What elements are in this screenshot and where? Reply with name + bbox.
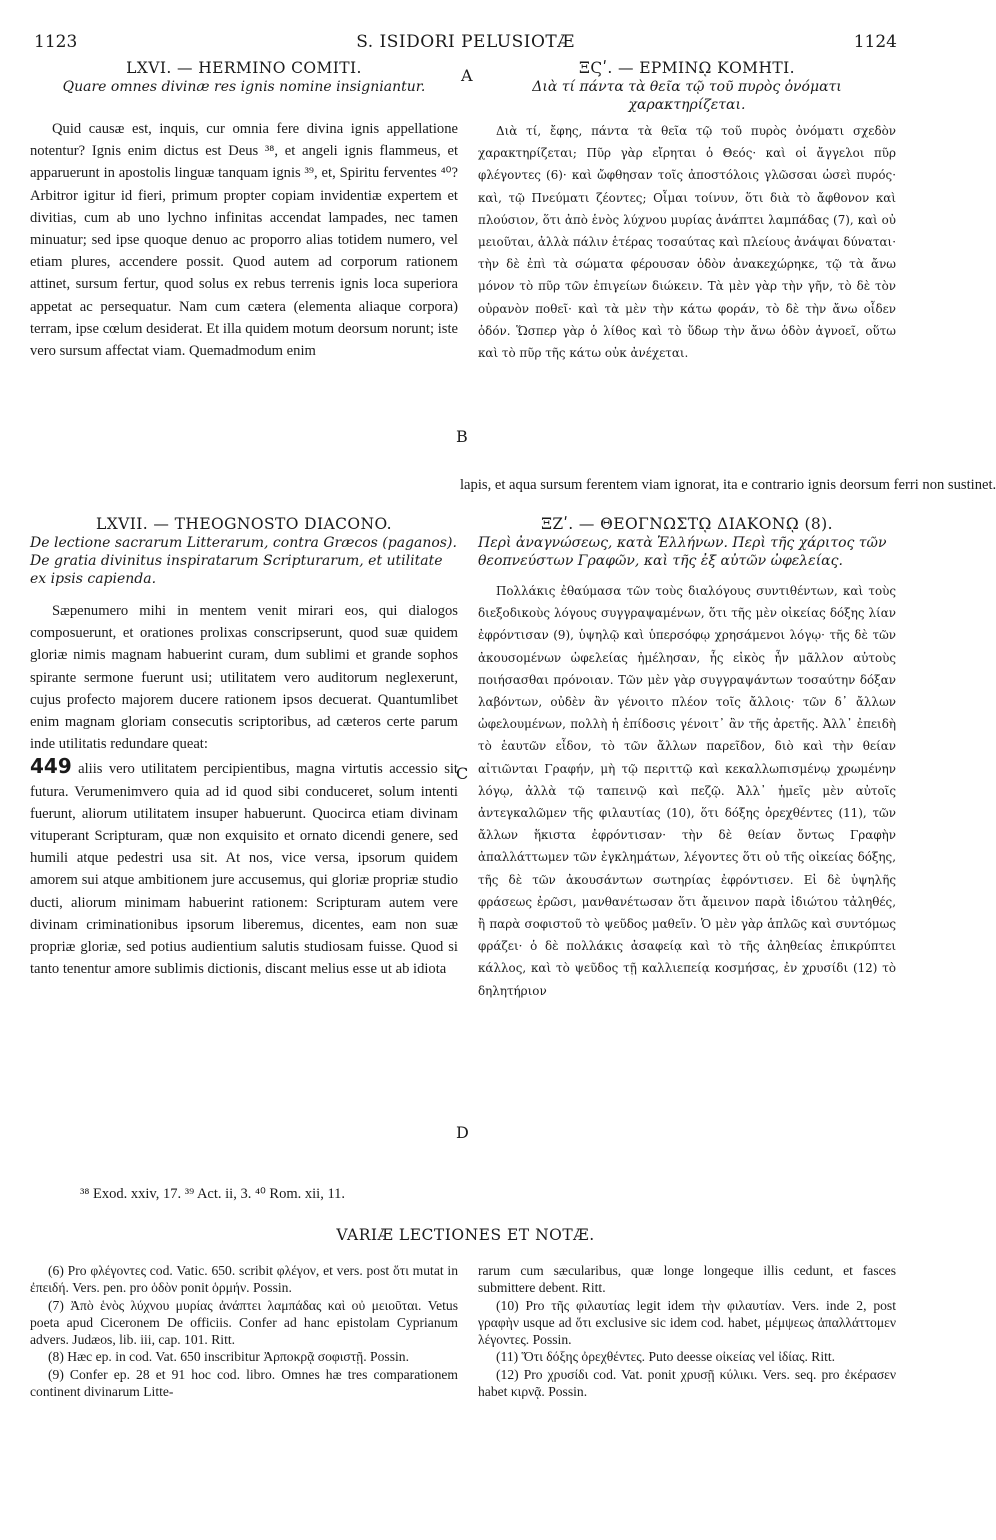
page-number-right: 1124 [853, 32, 897, 52]
letter-67-latin [30, 514, 458, 1175]
notes-column-right [478, 1262, 896, 1400]
letter-67-greek-subtitle: Περὶ ἀναγνώσεως, κατὰ Ἑλλήνων. Περὶ τῆς χάριτος τῶν θεοπνεύστων Γραφῶν, καὶ τῆς ἐξ αὐτῶν ὠφελείας. [478, 535, 887, 569]
letter-66-latin-body: Quid causæ est, inquis, cur omnia fere divina ignis appellatione notentur? Ignis enim dictus est Deus ³⁸, et angeli ignis flammeus, et apparuerunt in apostolis linguæ tanquam ignis ³⁹, et, Spiritu ferventes ⁴⁰? Arbitror igitur id fieri, primum propter copiam invidentiæ expertem et divitias, cum ab uno lychno infinitas accendat lampades, nec tamen minuatur; sed ipse quoque denuo ac proporro alias totidem numero, vel etiam plures, accendere possit. Quod autem ad corporum rationem attinet, sursum fertur, quod solus ex rebus terrenis ignis loca superiora appetat ac persequatur. Nam cum cætera (elementa aliaque corpora) terram, ipse cœlum desiderat. Et illa quidem motum deorsum norunt; iste vero sursum affectat viam. Quemadmodum enim [30, 121, 458, 360]
letter-66-greek-body: Διὰ τί, ἔφης, πάντα τὰ θεῖα τῷ τοῦ πυρὸς ὀνόματι σχεδὸν χαρακτηρίζεται; Πῦρ γὰρ εἴρηται ὁ Θεός· καὶ οἱ ἄγγελοι πῦρ φλέγοντες (6)· καὶ ὤφθησαν τοῖς ἀποστόλοις γλῶσσαι ὡσεὶ πυρός· καὶ, τῷ Πνεύματι ζέοντες; Οἶμαι τοίνυν, ὅτι διὰ τὸ ἄφθονον καὶ πλούσιον, ὅτι ἀπὸ ἑνὸς λύχνου μυρίας ἀνάπτει λαμπάδας (7), καὶ οὐ μειοῦται, ἀλλὰ πάλιν ἑτέρας τοσαύτας καὶ πλείους ἀνάψαι δύναται· τὴν δὲ ἐπὶ τὰ σώματα φέρουσαν ὁδὸν ἀνακεχώρηκε, τῷ τὰ ἄνω μόνον τὸ πῦρ τῶν ἐπιγείων διώκειν. Τὰ μὲν γὰρ τὴν γῆν, τὸ δὲ τὸν οὐρανὸν ποθεῖ· καὶ τὰ μὲν τὴν κάτω φοράν, τὸ δὲ τὴν ἄνω οἶδεν ὁδόν. Ὥσπερ γὰρ ὁ λίθος καὶ τὸ ὕδωρ τὴν ἄνω ὁδὸν ἀγνοεῖ, οὕτω καὶ τὸ πῦρ τῆς κάτω οὐκ ἀνέχεται. [478, 124, 896, 361]
running-header [34, 32, 897, 58]
letter-66-latin-subtitle: Quare omnes divinæ res ignis nomine insigniantur. [62, 79, 426, 95]
running-title: S. ISIDORI PELUSIOTÆ [356, 32, 575, 52]
note-10: (10) Pro τῆς φιλαυτίας legit idem τὴν φιλαυτίαν. Vers. inde 2, post γραφὴν usque ad ὅτι exclusive sic idem cod. habet, μέμψεως ἀπαλλάττομεν λέγοντες. Possin. [478, 1297, 896, 1348]
letter-66-greek-title: ΞϚʹ. — ΕΡΜΙΝῼ ΚΟΜΗΤΙ. [579, 59, 795, 77]
margin-letter-b: B [456, 427, 468, 446]
notes-column-left [30, 1262, 458, 1400]
letter-67-greek-title: ΞΖʹ. — ΘΕΟΓΝΩΣΤῼ ΔΙΑΚΟΝῼ (8). [541, 515, 833, 533]
note-9-continued: rarum cum sæcularibus, quæ longe longeque illis cedunt, et fasces submittere debent. Ritt. [478, 1263, 896, 1296]
letter-66-greek [478, 58, 896, 454]
page-number-left: 1123 [34, 32, 78, 52]
letter-67-latin-title: LXVII. — THEOGNOSTO DIACONO. [96, 515, 392, 533]
note-7: (7) Ἀπὸ ἑνὸς λύχνου μυρίας ἀνάπτει λαμπάδας καὶ οὐ μειοῦται. Vetus poeta apud Ciceronem De officiis. Confer ad hanc epistolam Cyprianum advers. Judæos, lib. iii, cap. 101. Ritt. [30, 1297, 458, 1348]
letter-67-latin-body-b: aliis vero utilitatem percipientibus, magna virtutis accessio sit futura. Verumenimvero quia ad id quod sibi conduceret, solum intenti fuerunt, aliorum utilitatem insuper habuerunt. Quocirca etiam divinam vituperant Scripturam, quæ non exquisito et ornato dicendi genere, sed humili atque pedestri usa sit. At nos, vice versa, ipsorum quidem amorem sui atque ambitionem jure accusemus, qui gloriæ propriæ studio ducti, aliorum minimam habuerint rationem: Scripturam autem vere divinam criminationibus ipsorum liberemus, dicentes, eam non suæ propriæ gloriæ, sed potius audientium salutis studiosam fuisse. Quod si tanto tenentur amore sublimis dictionis, discant melius esse ut ab idiota [30, 761, 458, 978]
letter-67-latin-body-a: Sæpenumero mihi in mentem venit mirari eos, qui dialogos composuerunt, et orationes prolixas conscripserunt, quod suæ quidem gloriæ nimis magnam habuerint curam, dum sublimi et grande sophos spirante sermone fuerunt usi; utilitatem vero auditorum neglexerunt, cujus profecto majorem ducere rationem ipsos decuerat. Quantumlibet enim magnam gloriam consecutis scriptoribus, ad cæteros certe parum inde utilitatis redundare queat: [30, 603, 458, 753]
scripture-citations: ³⁸ Exod. xxiv, 17. ³⁹ Act. ii, 3. ⁴⁰ Rom. xii, 11. [80, 1186, 346, 1202]
letter-66-greek-subtitle: Διὰ τί πάντα τὰ θεῖα τῷ τοῦ πυρὸς ὀνόματι χαρακτηρίζεται. [532, 79, 842, 113]
note-12: (12) Pro χρυσίδι cod. Vat. ponit χρυσῇ κύλικι. Vers. seq. pro ἐκέρασεν habet κιρνᾷ. Possin. [478, 1366, 896, 1400]
note-6: (6) Pro φλέγοντες cod. Vatic. 650. scribit φλέγον, et vers. post ὅτι mutat in ἐπειδή. Vers. pen. pro ὁδὸν ponit ὁρμήν. Possin. [30, 1263, 458, 1296]
letter-66-latin [30, 58, 458, 492]
margin-letter-a: A [461, 66, 473, 85]
letter-66-latin-title: LXVI. — HERMINO COMITI. [126, 59, 362, 77]
letter-67-greek [478, 514, 896, 1140]
letter-67-latin-body-b-wrap [30, 755, 458, 1175]
latin-66-continuation-left [30, 474, 458, 498]
margin-letter-c: C [456, 764, 469, 783]
note-9: (9) Confer ep. 28 et 91 hoc cod. libro. Omnes hæ tres comparationem continent divinarum Litte- [30, 1366, 458, 1400]
column-marker-449: 449 [30, 754, 72, 779]
note-11: (11) Ὅτι δόξης ὀρεχθέντες. Puto deesse οἰκείας vel ἰδίας. Ritt. [496, 1349, 836, 1365]
margin-letter-d: D [456, 1123, 469, 1142]
notes-heading: VARIÆ LECTIONES ET NOTÆ. [336, 1226, 595, 1244]
note-8: (8) Hæc ep. in cod. Vat. 650 inscribitur Ἀρποκρᾷ σοφιστῇ. Possin. [48, 1349, 409, 1365]
letter-67-latin-subtitle: De lectione sacrarum Litterarum, contra Græcos (paganos). De gratia divinitus inspiratarum Scripturarum, et utilitate ex ipsis capienda. [30, 535, 457, 587]
letter-66-latin-continuation: lapis, et aqua sursum ferentem viam ignorat, ita e contrario ignis deorsum ferri non sustinet. [460, 477, 996, 493]
letter-67-greek-body: Πολλάκις ἐθαύμασα τῶν τοὺς διαλόγους συντιθέντων, καὶ τοὺς διεξοδικοὺς λόγους συγγραψαμένων, ὅτι τῆς μὲν οἰκείας δόξης λίαν ἐφρόντισαν (9), ὑψηλῷ καὶ ὑπερσόφῳ χρησάμενοι λόγῳ· τῆς δὲ τῶν ἀκουσομένων ὠφελείας ἠμέλησαν, ἧς εἰκὸς ἦν μᾶλλον αὐτοὺς ποιήσασθαι πρόνοιαν. Τῶν μὲν γὰρ συγγραψάντων τοσαύτην δόξαν λαβόντων, οὐδὲν ἂν γένοιτο πλέον τοῖς ἄλλοις· τῶν δ᾽ ἄλλων ὠφελουμένων, πολλὴ ἡ ἐπίδοσις γένοιτ᾽ ἂν τῆς ἀρετῆς. Ἀλλ᾽ ἐπειδὴ τὸ ἑαυτῶν εἶδον, τὸ τῶν ἄλλων παρεῖδον, διὸ καὶ τὴν θείαν αἰτιῶνται Γραφήν, μὴ τῷ περιττῷ καὶ κεκαλλωπισμένῳ χρωμένην λόγῳ, ἀλλὰ τῷ ταπεινῷ καὶ πεζῷ. Ἀλλ᾽ ἡμεῖς μὲν αὐτοῖς ἀντεγκαλῶμεν τῆς φιλαυτίας (10), ὅτι δόξης ὀρεχθέντες (11), τῶν ἄλλων ἥκιστα ἐφρόντισαν· τὴν δὲ θείαν ὄντως Γραφὴν ἀπαλλάττωμεν τῶν ἐγκλημάτων, λέγοντες ὅτι οὐ τῆς οἰκείας δόξης, τῆς δὲ τῶν ἀκουσάντων σωτηρίας ἐφρόντισεν. Εἰ δὲ ὑψηλῆς φράσεως ἐρῶσι, μανθανέτωσαν ὅτι ἄμεινον παρὰ ἰδιώτου τἀληθές, ἢ παρὰ σοφιστοῦ τὸ ψεῦδος μαθεῖν. Ὁ μὲν γὰρ ἁπλῶς καὶ συντόμως φράζει· ὁ δὲ πολλάκις ἀσαφείᾳ καὶ τὸ τῆς ἀληθείας ἐπικρύπτει κάλλος, καὶ τὸ ψεῦδος τῇ καλλιεπείᾳ κοσμήσας, ἐν χρυσίδι (12) τὸ δηλητήριον [478, 584, 896, 998]
